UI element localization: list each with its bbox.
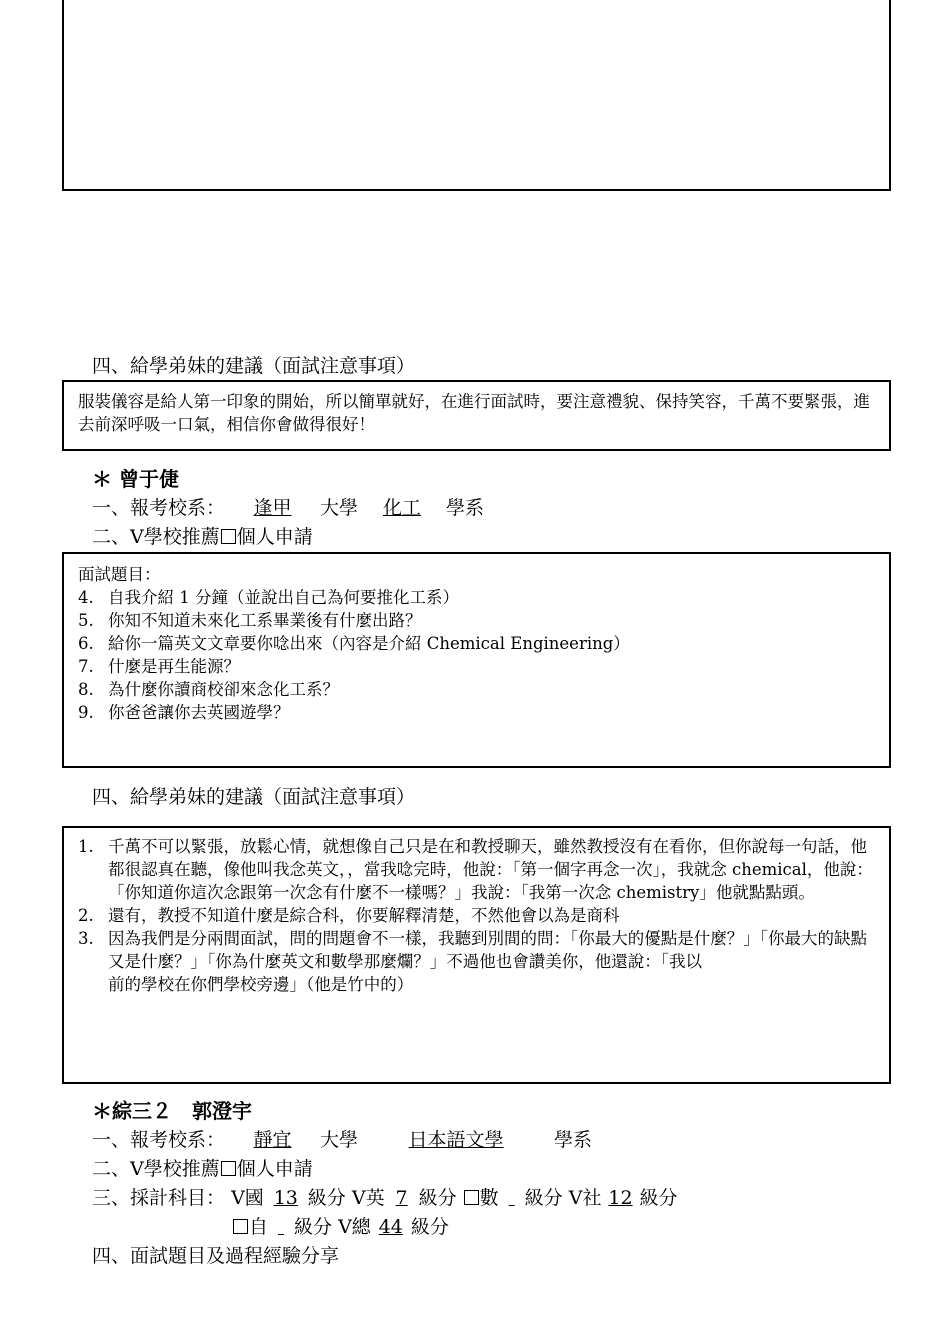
list-item: 1. 千萬不可以緊張，放鬆心情，就想像自己只是在和教授聊天，雖然教授沒有在看你，但你說每一句話，他都很認真在聽，像他叫我念英文，，當我唸完時，他說：「第一個字再念一次」，我就念 chemical，他說：「你知道你這次念跟第一次念有什麼不一樣嗎？」我說：「我第一次念 chemistry」他就點點頭。	[78, 837, 873, 902]
advice-heading-2: 四、給學弟妹的建議（面試注意事項）	[92, 786, 416, 808]
unit-label: 級分	[418, 1187, 457, 1209]
advice-tail: 前的學校在你們學校旁邊」（他是竹中的）	[108, 975, 414, 994]
english-label: V英	[351, 1187, 385, 1209]
checkbox-icon	[221, 1161, 236, 1176]
student-name: ＊ 曾于倢	[92, 467, 179, 491]
method-option: 個人申請	[236, 526, 313, 548]
english-score: 7	[395, 1187, 408, 1209]
advice-text: 服裝儀容是給人第一印象的開始，所以簡單就好，在進行面試時，要注意禮貌、保持笑容，千萬不要緊張，進去前深呼吸一口氣，相信你會做得很好！	[78, 392, 870, 434]
apply-line	[92, 496, 484, 520]
math-label: 數	[479, 1187, 499, 1209]
list-item: 3. 因為我們是分兩間面試，問的問題會不一樣，我聽到別間的問：「你最大的優點是什麼？」「你最大的缺點又是什麼？」「你為什麼英文和數學那麼爛？」不過他也會讚美你，他還說：「我以	[78, 929, 867, 971]
advice-box	[62, 380, 891, 451]
math-score	[499, 1186, 525, 1210]
total-label: V總	[338, 1216, 371, 1238]
list-item: 7. 什麼是再生能源？	[78, 657, 240, 676]
department-suffix: 學系	[446, 497, 485, 519]
unit-label: 級分	[639, 1187, 678, 1209]
questions-box	[62, 552, 891, 768]
science-score	[268, 1215, 294, 1239]
next-heading: 四、面試題目及過程經驗分享	[92, 1245, 340, 1267]
method-line	[92, 525, 313, 549]
unit-label: 級分	[307, 1187, 346, 1209]
checkbox-icon	[221, 529, 236, 544]
total-score: 44	[378, 1216, 403, 1238]
unit-label: 級分	[410, 1216, 449, 1238]
scores-line	[92, 1186, 677, 1210]
department-value: 化工	[383, 497, 422, 519]
questions-title: 面試題目：	[78, 565, 161, 584]
advice-heading: 四、給學弟妹的建議（面試注意事項）	[92, 355, 416, 377]
questions-list	[78, 586, 877, 724]
unit-label: 級分	[524, 1187, 563, 1209]
unit-label: 級分	[294, 1216, 333, 1238]
social-label: V社	[568, 1187, 602, 1209]
chinese-score: 13	[273, 1187, 298, 1209]
checkbox-icon	[464, 1190, 479, 1205]
apply-prefix: 一、報考校系：	[92, 1129, 226, 1151]
chinese-label: V國	[231, 1187, 264, 1209]
apply-prefix: 一、報考校系：	[92, 497, 226, 519]
list-item: 8. 為什麼你讀商校卻來念化工系？	[78, 680, 339, 699]
method-option: 個人申請	[236, 1158, 313, 1180]
checkbox-icon	[233, 1219, 248, 1234]
method-prefix: 二、V學校推薦	[92, 1158, 220, 1180]
apply-line-2	[92, 1128, 592, 1152]
university-value: 靜宜	[253, 1129, 292, 1151]
department-suffix: 學系	[554, 1129, 593, 1151]
science-label: 自	[249, 1216, 269, 1238]
scores-prefix: 三、採計科目：	[92, 1187, 226, 1209]
list-item: 6. 給你一篇英文文章要你唸出來（內容是介紹 Chemical Engineering）	[78, 634, 630, 653]
university-suffix: 大學	[320, 497, 359, 519]
method-prefix: 二、V學校推薦	[92, 526, 220, 548]
top-content-box	[62, 0, 891, 191]
method-line-2	[92, 1157, 313, 1181]
university-suffix: 大學	[320, 1129, 359, 1151]
list-item: 5. 你知不知道未來化工系畢業後有什麼出路？	[78, 611, 422, 630]
department-value: 日本語文學	[408, 1129, 504, 1151]
advice-box-2	[62, 826, 891, 1084]
list-item: 9. 你爸爸讓你去英國遊學？	[78, 703, 290, 722]
student-name-2: ＊綜三２ 郭澄宇	[92, 1099, 252, 1123]
list-item: 2. 還有，教授不知道什麼是綜合科，你要解釋清楚，不然他會以為是商科	[78, 906, 620, 925]
list-item: 4. 自我介紹 1 分鐘（並說出自己為何要推化工系）	[78, 588, 459, 607]
social-score: 12	[608, 1187, 633, 1209]
scores-line-2	[232, 1215, 449, 1239]
university-value: 逢甲	[253, 497, 292, 519]
advice-list	[78, 835, 877, 973]
